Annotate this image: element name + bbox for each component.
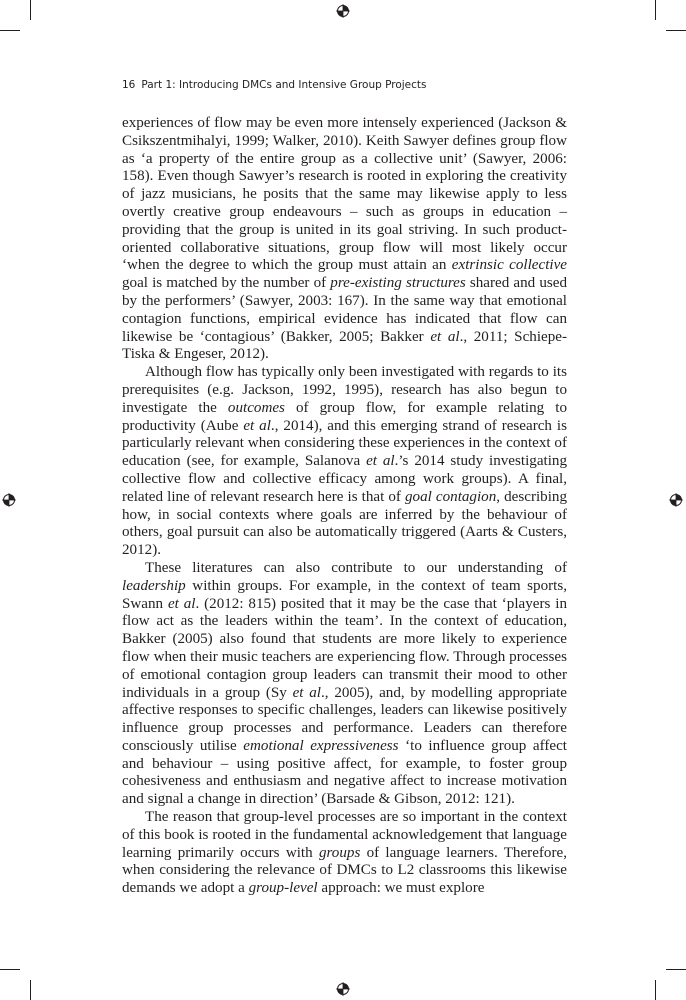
italic-text: extrinsic collective [451, 257, 567, 274]
italic-text: goal contagion [405, 488, 497, 505]
crop-mark-top-right [655, 0, 656, 20]
text-run: of language learners. Therefore, when considering the relevance of DMCs to L2 classrooms this likewise demands we adopt a [122, 844, 567, 897]
registration-mark-left-icon [2, 493, 16, 507]
text-run: shared and used by the performers’ (Sawyer, 2003: 167). In the same way that emotional contagion functions, empirical evidence has indicated that flow can likewise be ‘contagious’ (Bakker, 2005; Bakker [122, 275, 567, 345]
body-paragraph [122, 364, 567, 560]
text-run: These literatures can also contribute to our understanding of [145, 559, 567, 576]
running-header [122, 79, 427, 91]
crop-mark-top-left [30, 0, 31, 20]
text-run: within groups. For example, in the context of team sports, Swann [122, 577, 567, 612]
crop-mark-bottom-left-h [0, 969, 20, 970]
crop-mark-top-left-h [0, 30, 20, 31]
text-run: of group flow, for example relating to productivity (Aube [122, 399, 567, 434]
body-text [122, 115, 567, 898]
body-paragraph [122, 809, 567, 898]
italic-text: et al [292, 684, 321, 701]
italic-text: et al [167, 595, 196, 612]
italic-text: groups [318, 844, 361, 861]
crop-mark-top-right-h [666, 30, 686, 31]
body-paragraph [122, 115, 567, 364]
registration-mark-right-icon [669, 493, 683, 507]
italic-text: group-level [248, 880, 318, 897]
crop-mark-bottom-right [655, 980, 656, 1000]
text-run: approach: we must explore [317, 880, 485, 897]
text-run: experiences of flow may be even more intensely experienced (Jackson & Csikszentmihalyi, 1999; Walker, 2010). Keith Sawyer defines group flow as ‘a property of the entire group as a collective unit’ (Sawyer, 2006: 158). Even though Sawyer’s research is rooted in exploring the creativity of jazz musicians, he posits that the same may likewise apply to less overtly creative group endeavours – such as groups in education – providing that the group is united in its goal striving. In such product-oriented collaborative situations, group flow will most likely occur ‘when the degree to which the group must attain an [122, 115, 567, 274]
running-head-title: Part 1: Introducing DMCs and Intensive Group Projects [141, 79, 427, 91]
registration-mark-bottom-icon [336, 982, 350, 996]
text-run: Although flow has typically only been investigated with regards to its prerequisites (e.g. Jackson, 1992, 1995), research has also begun to investigate the [122, 364, 567, 416]
text-run: , describing how, in social contexts where goals are inferred by the behaviour of others, goal pursuit can also be automatically triggered (Aarts & Custers, 2012). [122, 488, 567, 559]
text-run: . (2012: 815) posited that it may be the case that ‘players in flow act as the leaders within the team’. In the context of education, Bakker (2005) also found that students are more likely to experience flow when their music teachers are experiencing flow. Through processes of emotional contagion group leaders can transmit their mood to other individuals in a group (Sy [122, 595, 567, 701]
italic-text: outcomes [227, 399, 285, 416]
registration-mark-top-icon [336, 4, 350, 18]
text-run: ., 2014), and this emerging strand of research is particularly relevant when considering these experiences in the context of education (see, for example, Salanova [122, 417, 567, 470]
italic-text: et al [243, 417, 271, 434]
text-run: ., 2005), and, by modelling appropriate affective responses to specific challenges, leaders can likewise positively influence group processes and performance. Leaders can therefore consciously utilise [122, 684, 567, 754]
crop-mark-bottom-right-h [666, 969, 686, 970]
italic-text: et al [430, 328, 460, 345]
text-run: .’s 2014 study investigating collective flow and collective efficacy among work groups). A final, related line of relevant research here is that of [122, 453, 567, 505]
crop-mark-bottom-left [30, 980, 31, 1000]
italic-text: pre-existing structures [330, 275, 466, 292]
text-run: The reason that group-level processes are so important in the context of this book is rooted in the fundamental acknowledgement that language learning primarily occurs with [122, 809, 567, 861]
italic-text: et al [366, 453, 395, 470]
body-paragraph [122, 560, 567, 809]
text-run: ‘to influence group affect and behaviour – using positive affect, for example, to foster group cohesiveness and enthusiasm and negative affect to increase motivation and signal a change in direction’ (Barsade & Gibson, 2012: 121). [122, 737, 567, 808]
text-run: ., 2011; Schiepe-Tiska & Engeser, 2012). [122, 328, 567, 363]
italic-text: leadership [122, 577, 186, 594]
text-run: goal is matched by the number of [122, 275, 331, 292]
page-number: 16 [122, 79, 136, 91]
italic-text: emotional expressiveness [243, 737, 399, 754]
